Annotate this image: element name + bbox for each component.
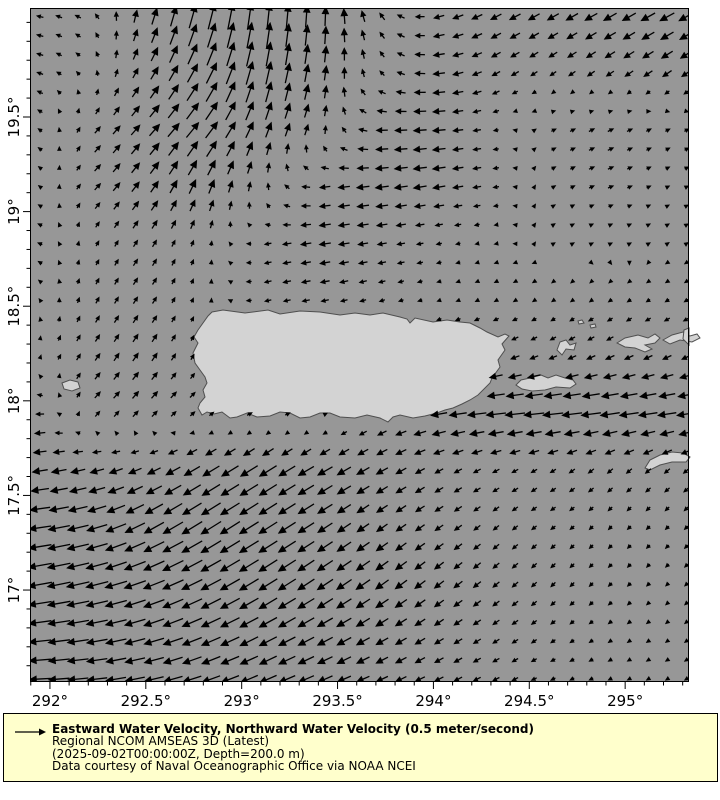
velocity-arrow xyxy=(685,545,688,548)
velocity-arrow xyxy=(666,507,670,510)
island-cay-2 xyxy=(590,324,596,328)
x-tick-label: 292.5° xyxy=(120,692,172,710)
velocity-arrow xyxy=(628,526,631,529)
velocity-arrow xyxy=(628,507,632,510)
velocity-arrow xyxy=(666,526,669,529)
legend-credit: Data courtesy of Naval Oceanographic Office via NOAA NCEI xyxy=(52,759,416,774)
x-tick-label: 294.5° xyxy=(504,692,555,710)
velocity-arrow xyxy=(267,431,270,434)
velocity-arrow xyxy=(609,545,612,548)
velocity-arrow xyxy=(590,602,593,605)
velocity-arrow xyxy=(609,526,612,529)
velocity-arrow xyxy=(628,91,631,94)
x-tick-label: 294° xyxy=(415,692,452,710)
velocity-arrow xyxy=(628,564,631,567)
velocity-arrow xyxy=(609,564,612,567)
velocity-arrow xyxy=(647,526,650,529)
velocity-arrow xyxy=(590,564,593,567)
velocity-arrow xyxy=(685,526,688,529)
velocity-arrow xyxy=(571,621,575,624)
velocity-arrow xyxy=(628,602,631,605)
velocity-arrow xyxy=(628,583,631,586)
velocity-arrow xyxy=(590,583,593,586)
velocity-arrow xyxy=(647,602,650,605)
velocity-arrow xyxy=(58,91,61,94)
velocity-arrow xyxy=(609,621,612,624)
velocity-arrow xyxy=(609,583,612,586)
velocity-arrow xyxy=(666,583,669,586)
velocity-arrow xyxy=(571,526,575,529)
velocity-arrow xyxy=(628,621,631,624)
velocity-arrow xyxy=(666,545,669,548)
velocity-arrow xyxy=(647,507,651,510)
y-tick-label: 19° xyxy=(5,198,23,225)
velocity-arrow xyxy=(77,53,81,56)
velocity-arrow xyxy=(571,564,575,568)
velocity-arrow xyxy=(590,526,593,529)
velocity-arrow xyxy=(647,91,651,94)
x-tick-label: 293.5° xyxy=(312,692,363,710)
velocity-arrow xyxy=(685,583,688,586)
x-tick-label: 292° xyxy=(31,692,69,710)
velocity-arrow xyxy=(609,602,612,605)
velocity-arrow xyxy=(58,299,61,303)
legend-title: Eastward Water Velocity, Northward Water Velocity (0.5 meter/second) xyxy=(52,722,534,736)
y-tick-label: 18.5° xyxy=(5,285,23,327)
velocity-arrow xyxy=(39,281,42,284)
legend-box xyxy=(3,713,718,782)
velocity-arrow xyxy=(609,507,613,510)
y-tick-label: 18° xyxy=(5,387,23,415)
legend-timestamp: (2025-09-02T00:00:00Z, Depth=200.0 m) xyxy=(52,746,305,761)
velocity-arrow xyxy=(628,545,631,548)
map-area xyxy=(5,4,700,710)
x-tick-label: 295° xyxy=(607,692,644,710)
x-tick-label: 293° xyxy=(223,692,260,710)
velocity-arrow xyxy=(628,261,631,264)
y-tick-label: 17° xyxy=(5,576,23,604)
velocity-arrow xyxy=(247,243,251,246)
legend-text xyxy=(52,723,534,773)
velocity-arrow xyxy=(666,564,669,567)
velocity-arrow xyxy=(571,545,575,548)
y-tick-label: 19.5° xyxy=(5,96,23,138)
velocity-arrow xyxy=(267,204,270,208)
velocity-arrow xyxy=(77,72,80,75)
velocity-arrow xyxy=(647,564,650,567)
velocity-arrow xyxy=(647,545,650,548)
velocity-arrow xyxy=(685,564,688,567)
velocity-arrow xyxy=(685,507,689,510)
legend-model: Regional NCOM AMSEAS 3D (Latest) xyxy=(52,734,270,749)
velocity-arrow xyxy=(590,545,593,548)
velocity-arrow xyxy=(647,583,650,586)
y-tick-label: 17.5° xyxy=(5,474,23,516)
velocity-arrow xyxy=(590,621,593,624)
island-mona xyxy=(62,380,80,391)
legend-arrow-icon xyxy=(14,727,48,737)
